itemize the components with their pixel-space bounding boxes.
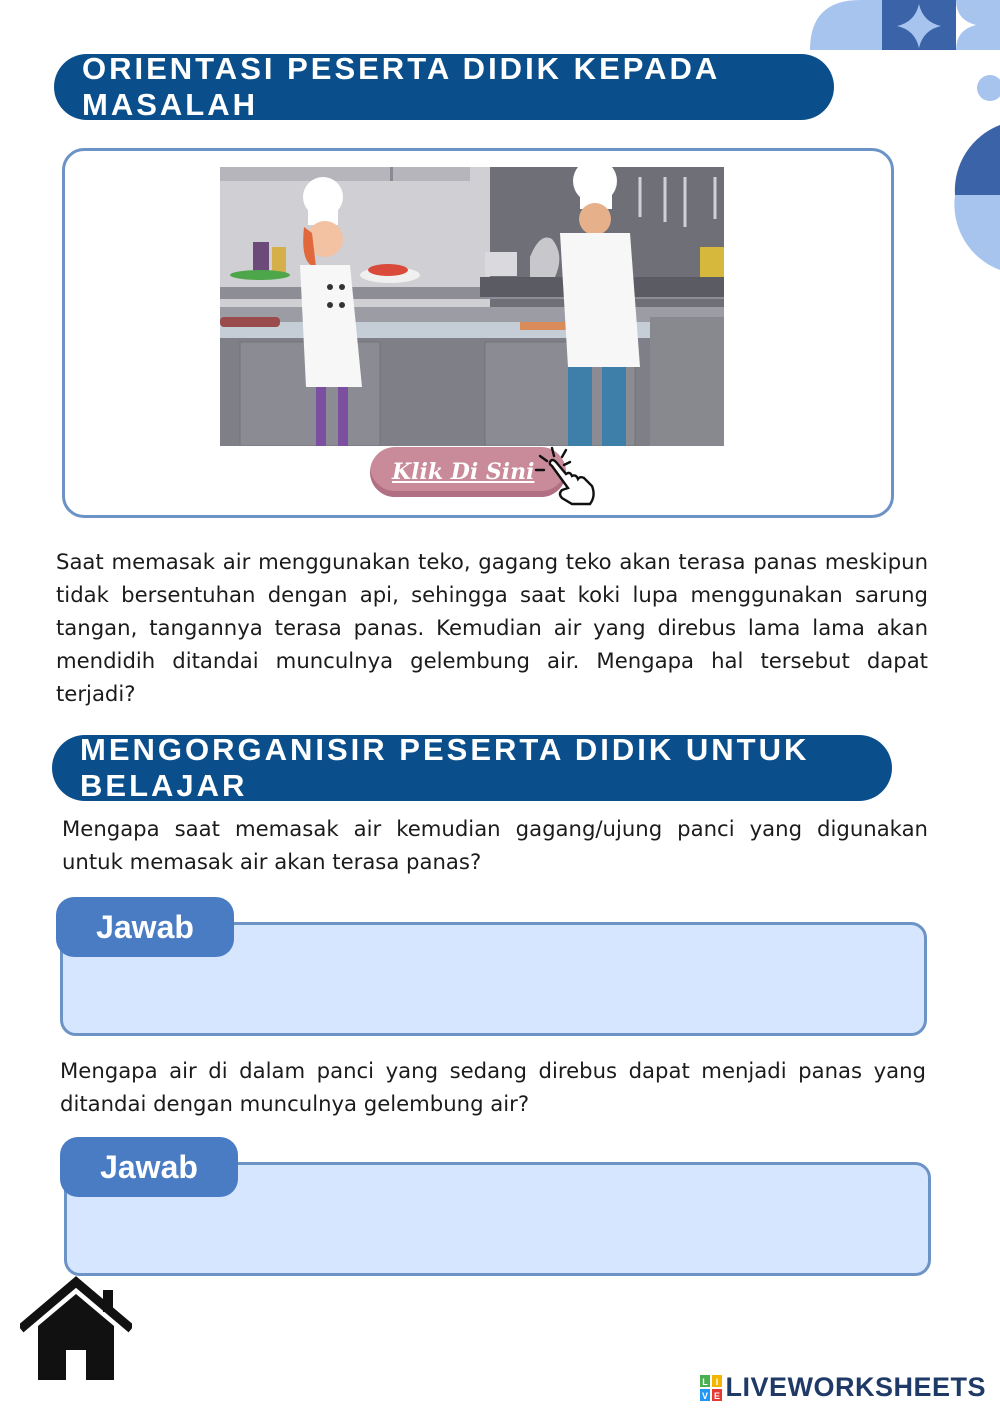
question-2-text: Mengapa air di dalam panci yang sedang direbus dapat menjadi panas yang ditandai dengan munculnya gelembung air?	[60, 1058, 926, 1116]
hand-pointer-icon	[532, 444, 600, 508]
liveworksheets-logo-icon	[700, 1375, 722, 1401]
section-heading-orientasi-text: ORIENTASI PESERTA DIDIK KEPADA MASALAH	[82, 51, 720, 122]
svg-text:V: V	[702, 1390, 709, 1401]
problem-paragraph: Saat memasak air menggunakan teko, gagang teko akan terasa panas meskipun tidak bersentuhan dengan api, sehingga saat koki lupa menggunakan sarung tangan, tangannya terasa panas. Kemudian air yang direbus lama lama akan mendidih ditandai munculnya gelembung air. Mengapa hal tersebut dapat terjadi?	[56, 549, 928, 706]
svg-text:I: I	[716, 1376, 719, 1387]
answer-2-label-tab	[60, 1137, 238, 1197]
liveworksheets-brand	[700, 1372, 986, 1403]
klik-di-sini-label: Klik Di Sini	[392, 459, 535, 485]
home-icon[interactable]	[20, 1276, 132, 1382]
svg-text:E: E	[714, 1390, 721, 1401]
answer-1-label: Jawab	[96, 908, 194, 945]
question-1-text: Mengapa saat memasak air kemudian gagang/ujung panci yang digunakan untuk memasak air akan terasa panas?	[62, 816, 928, 874]
svg-text:L: L	[702, 1376, 709, 1387]
section-heading-orientasi	[54, 51, 834, 122]
answer-2-label: Jawab	[100, 1148, 198, 1185]
liveworksheets-brand-text: LIVEWORKSHEETS	[725, 1372, 986, 1402]
kitchen-illustration[interactable]	[220, 167, 724, 446]
answer-1-label-tab	[56, 897, 234, 957]
section-heading-mengorganisir-text: MENGORGANISIR PESERTA DIDIK UNTUK BELAJAR	[80, 732, 810, 803]
section-heading-mengorganisir	[52, 732, 892, 803]
